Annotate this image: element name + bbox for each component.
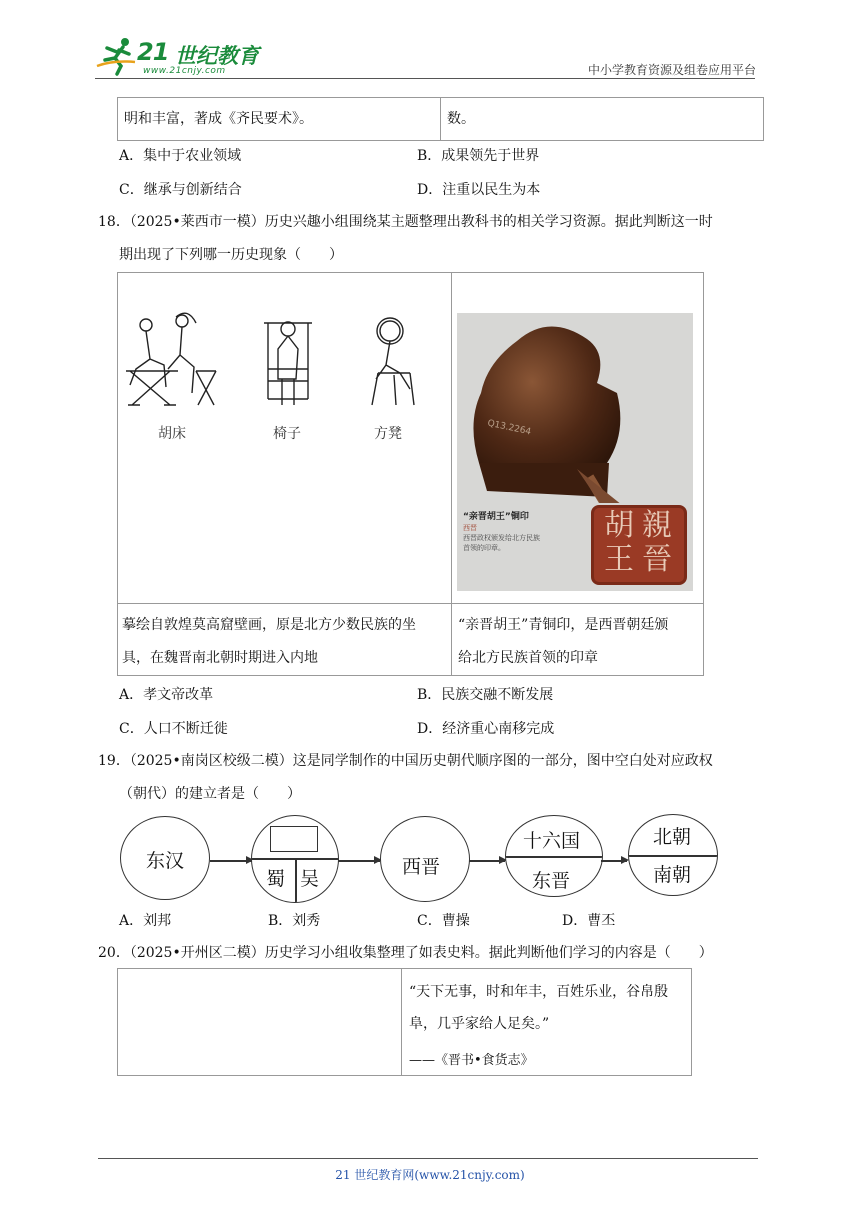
seal-caption-title: “亲晋胡王”铜印 <box>463 512 529 522</box>
blank-box <box>270 826 318 852</box>
seal-char-4: 王 <box>604 542 634 577</box>
node-xijin-label: 西晋 <box>402 856 441 878</box>
node-shu-label: 蜀 <box>266 868 286 890</box>
header-divider <box>95 78 755 79</box>
q18-desc-right-2: 给北方民族首领的印章 <box>458 650 598 666</box>
q18-option-d[interactable]: D．经济重心南移完成 <box>417 721 555 737</box>
runner-icon <box>95 36 139 76</box>
node4-hline <box>506 856 602 858</box>
node-wu-label: 吴 <box>300 868 320 890</box>
q17-table <box>117 97 764 141</box>
q20-quote-line1: “天下无事，时和年丰，百姓乐业，谷帛殷 <box>409 984 669 1000</box>
seal-char-3: 胡 <box>604 508 634 543</box>
arrow-3 <box>469 860 505 862</box>
site-logo <box>95 36 265 78</box>
seal-char-1: 親 <box>642 508 672 543</box>
node2-vline <box>295 858 297 902</box>
q17-cell-right: 数。 <box>441 98 764 141</box>
node-donghan-label: 东汉 <box>146 850 185 872</box>
seal-caption-era: 西晋 <box>463 524 477 532</box>
q19-option-a[interactable]: A．刘邦 <box>119 913 172 929</box>
q18-table <box>117 272 704 676</box>
q18-stem-line2: 期出现了下列哪一历史现象（ ） <box>119 247 343 263</box>
q18-stem-line1: 18．（2025•莱西市一模）历史兴趣小组围绕某主题整理出教科书的相关学习资源。据此判断这一时 <box>98 214 713 230</box>
node-nanchao-label: 南朝 <box>653 864 692 886</box>
logo-number: 21 <box>137 38 169 66</box>
footer-link[interactable]: 21 世纪教育网(www.21cnjy.com) <box>335 1168 525 1182</box>
furniture-drawings <box>118 309 438 429</box>
header-platform-text: 中小学教育资源及组卷应用平台 <box>587 63 756 77</box>
q18-option-b[interactable]: B．民族交融不断发展 <box>417 687 554 703</box>
logo-text: 世纪教育 <box>175 44 259 68</box>
q20-quote-line2: 阜，几乎家给人足矣。” <box>409 1016 550 1032</box>
seal-code: Q13.2264 <box>486 418 532 438</box>
furniture-illustration <box>118 309 438 449</box>
q18-col-divider <box>451 273 452 675</box>
arrow-2 <box>338 860 380 862</box>
q20-stem: 20．（2025•开州区二模）历史学习小组收集整理了如表史料。据此判断他们学习的内容是（ ） <box>98 945 713 961</box>
node-16kingdoms-label: 十六国 <box>523 830 581 852</box>
q20-table <box>117 968 692 1076</box>
node-beichao-label: 北朝 <box>653 826 692 848</box>
q17-option-a[interactable]: A．集中于农业领域 <box>119 148 242 164</box>
q19-option-b[interactable]: B．刘秀 <box>268 913 321 929</box>
q19-option-c[interactable]: C．曹操 <box>417 913 470 929</box>
q18-option-c[interactable]: C．人口不断迁徙 <box>119 721 228 737</box>
dynasty-sequence-diagram <box>118 814 718 904</box>
q18-desc-left-2: 具，在魏晋南北朝时期进入内地 <box>122 650 318 666</box>
arrow-4 <box>601 860 627 862</box>
q19-stem-line1: 19．（2025•南岗区校级二模）这是同学制作的中国历史朝代顺序图的一部分，图中空白处对应政权 <box>98 753 713 769</box>
node-dongjin-label: 东晋 <box>532 870 571 892</box>
q17-option-c[interactable]: C．继承与创新结合 <box>119 182 242 198</box>
q18-desc-right-1: “亲晋胡王”青铜印，是西晋朝廷颁 <box>458 617 669 633</box>
q18-row-divider <box>118 603 703 604</box>
bronze-seal-photo <box>457 313 693 591</box>
seal-stamp-impression <box>591 505 687 585</box>
q17-option-d[interactable]: D．注重以民生为本 <box>417 182 541 198</box>
q17-option-b[interactable]: B．成果领先于世界 <box>417 148 540 164</box>
q19-option-d[interactable]: D．曹丕 <box>562 913 616 929</box>
q20-source: ——《晋书•食货志》 <box>409 1053 534 1068</box>
q20-col-divider <box>401 969 402 1075</box>
label-hu-chuang: 胡床 <box>158 426 186 442</box>
logo-url: www.21cnjy.com <box>143 66 226 76</box>
q18-desc-left-1: 摹绘自敦煌莫高窟壁画，原是北方少数民族的坐 <box>122 617 416 633</box>
q18-option-a[interactable]: A．孝文帝改革 <box>119 687 214 703</box>
node5-hline <box>629 855 717 857</box>
arrow-1 <box>210 860 252 862</box>
seal-caption-desc1: 西晋政权颁发给北方民族 <box>463 534 540 542</box>
label-fang-deng: 方凳 <box>374 426 402 442</box>
q17-cell-left: 明和丰富，著成《齐民要术》。 <box>118 98 441 141</box>
q19-stem-line2: （朝代）的建立者是（ ） <box>119 786 301 802</box>
seal-char-2: 晉 <box>642 542 672 577</box>
label-yi-zi: 椅子 <box>273 426 301 442</box>
footer-divider <box>98 1158 758 1159</box>
seal-caption-desc2: 首领的印章。 <box>463 544 505 552</box>
